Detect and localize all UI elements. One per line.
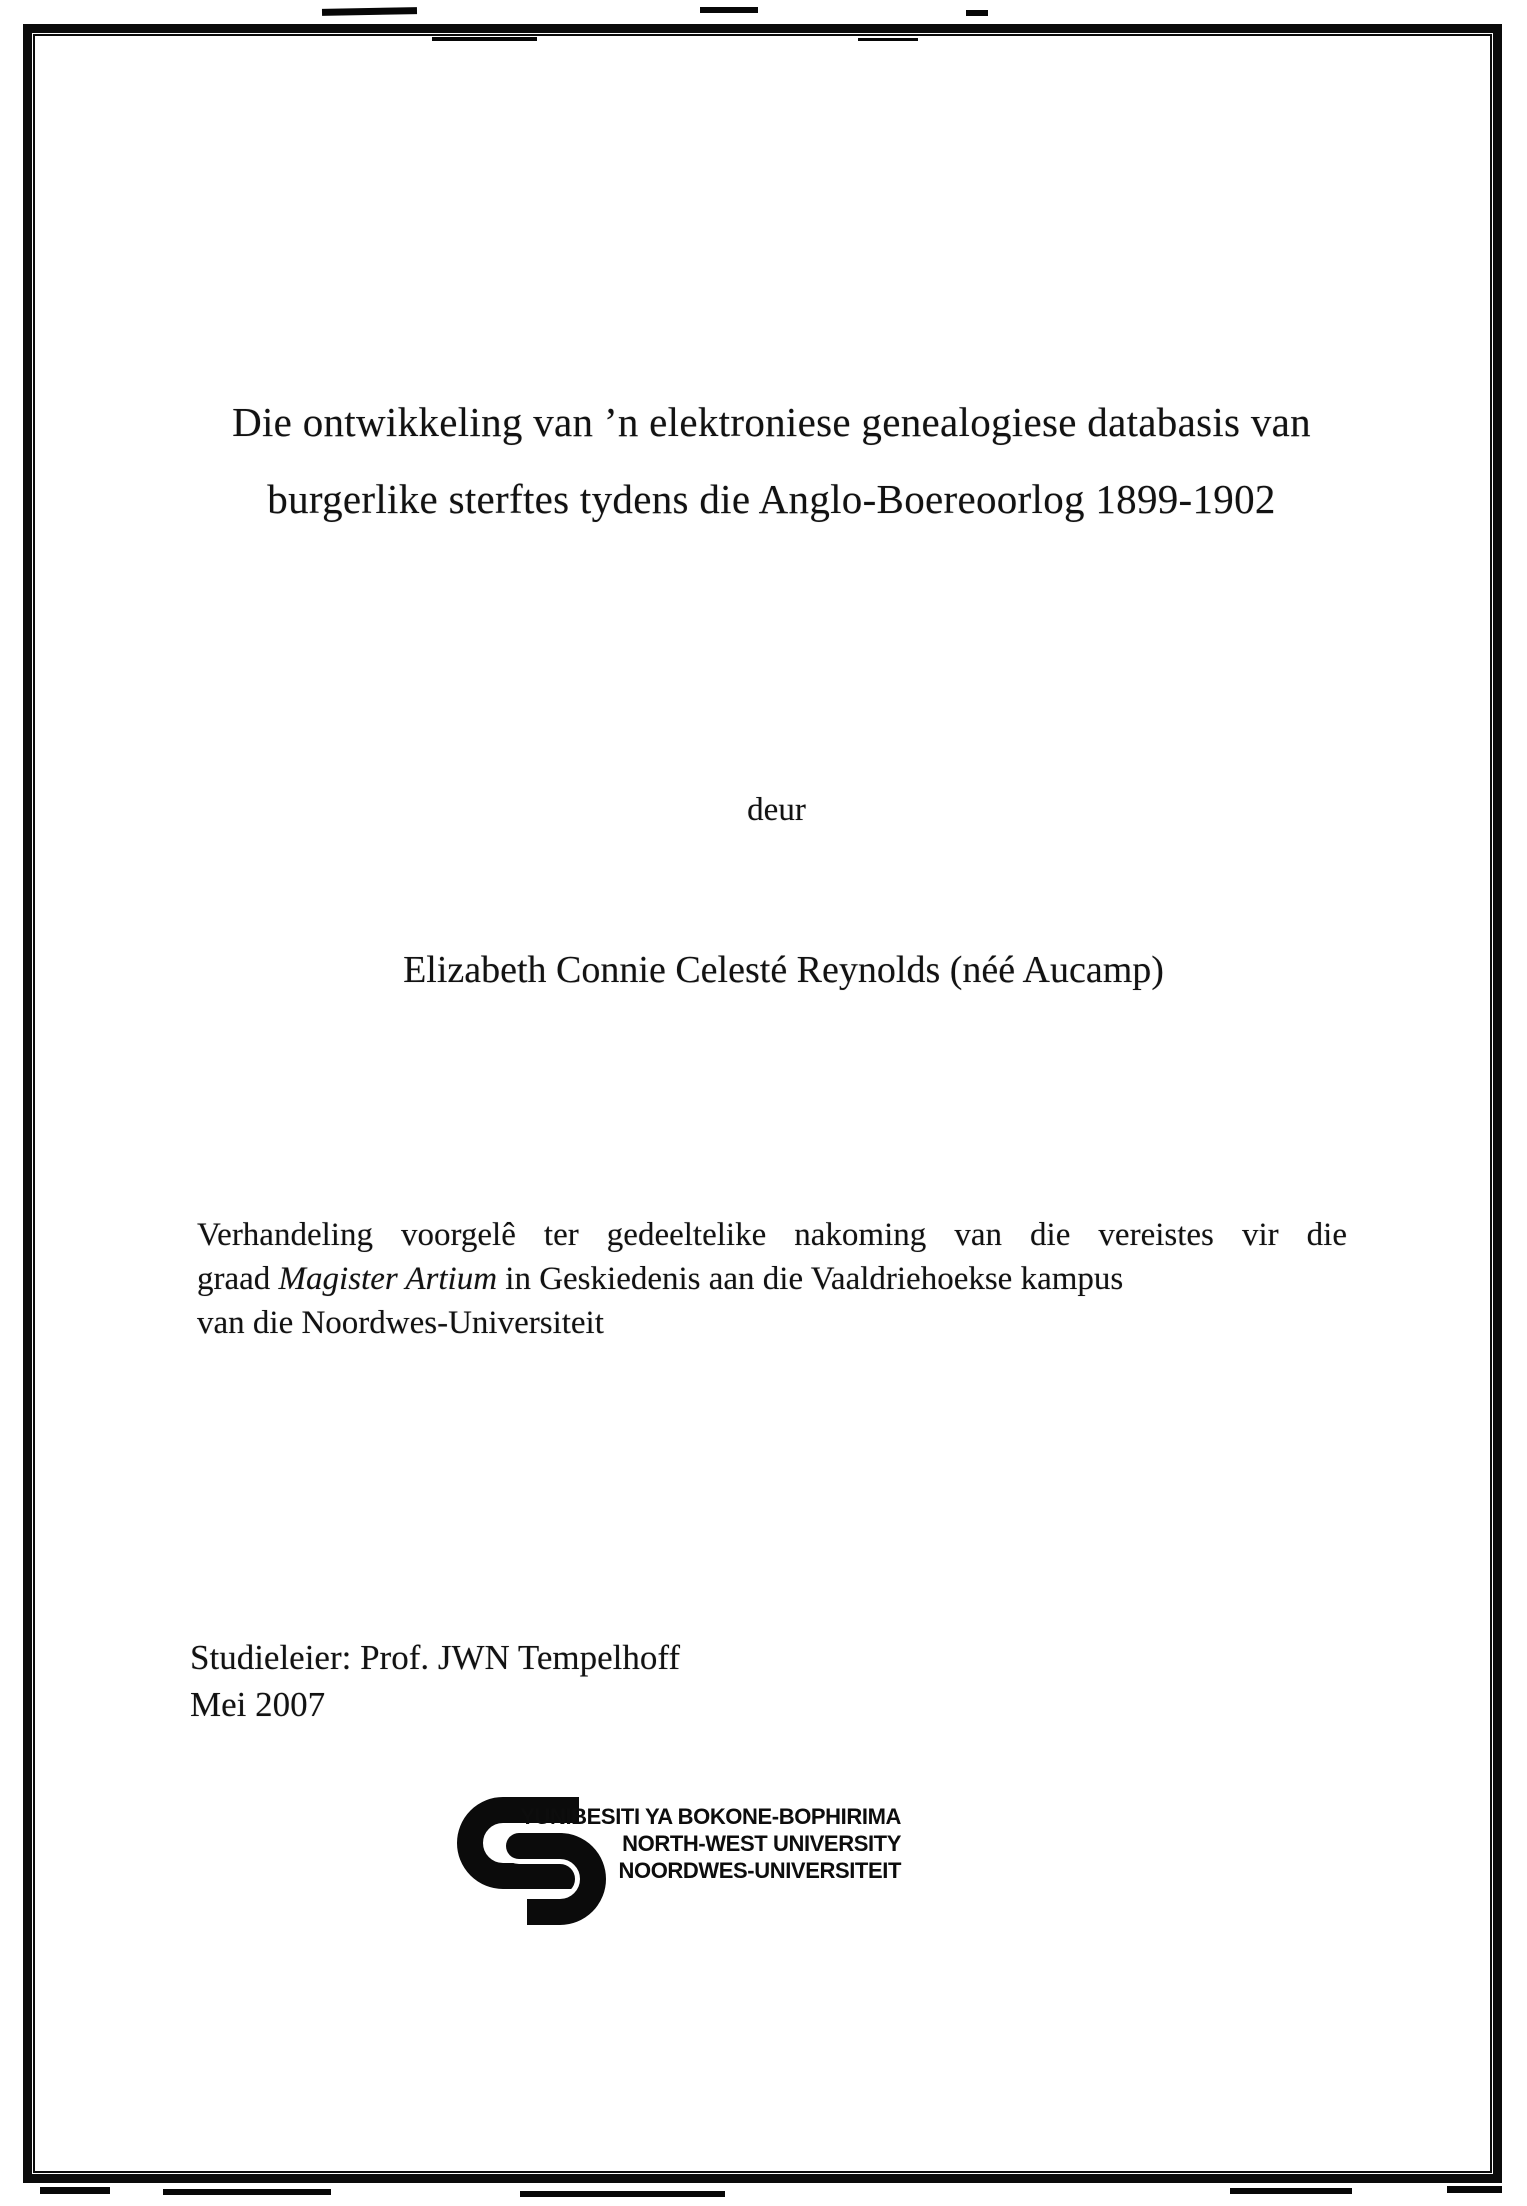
scan-noise (40, 2187, 110, 2194)
date-line: Mei 2007 (190, 1685, 326, 1724)
thesis-title-line-2: burgerlike sterftes tydens die Anglo-Boereoorlog 1899-1902 (267, 476, 1276, 522)
degree-statement-line-2-prefix: graad (197, 1261, 279, 1297)
scan-noise (700, 7, 758, 13)
scan-noise (322, 7, 417, 16)
nwu-logo-line-english: NORTH-WEST UNIVERSITY (622, 1831, 901, 1856)
author-name: Elizabeth Connie Celesté Reynolds (néé Aucamp) (403, 949, 1164, 991)
byline-label: deur (747, 792, 806, 828)
scan-noise (1230, 2188, 1352, 2194)
degree-statement-line-2 (197, 1257, 1347, 1301)
scan-noise (520, 2191, 725, 2197)
thesis-title (112, 384, 1431, 538)
scan-noise (432, 37, 537, 41)
scan-noise (163, 2189, 331, 2195)
degree-name-italic: Magister Artium (278, 1261, 498, 1297)
supervisor-block (190, 1634, 680, 1728)
nwu-logo-line-setswana: YUNIBESITI YA BOKONE-BOPHIRIMA (520, 1804, 901, 1829)
nwu-logo-wordmark (520, 1803, 901, 1884)
supervisor-line: Studieleier: Prof. JWN Tempelhoff (190, 1638, 681, 1677)
degree-statement-line-1: Verhandeling voorgelê ter gedeeltelike nakoming van die vereistes vir die (197, 1217, 1347, 1253)
scan-noise (1447, 2186, 1502, 2193)
degree-statement (197, 1213, 1347, 1345)
degree-statement-line-2-suffix: in Geskiedenis aan die Vaaldriehoekse kampus (497, 1261, 1124, 1297)
scan-noise (966, 10, 988, 16)
scan-noise (858, 38, 918, 41)
nwu-logo-line-afrikaans: NOORDWES-UNIVERSITEIT (618, 1858, 901, 1883)
degree-statement-line-3: van die Noordwes-Universiteit (197, 1305, 604, 1341)
thesis-title-line-1: Die ontwikkeling van ’n elektroniese genealogiese databasis van (232, 399, 1311, 445)
